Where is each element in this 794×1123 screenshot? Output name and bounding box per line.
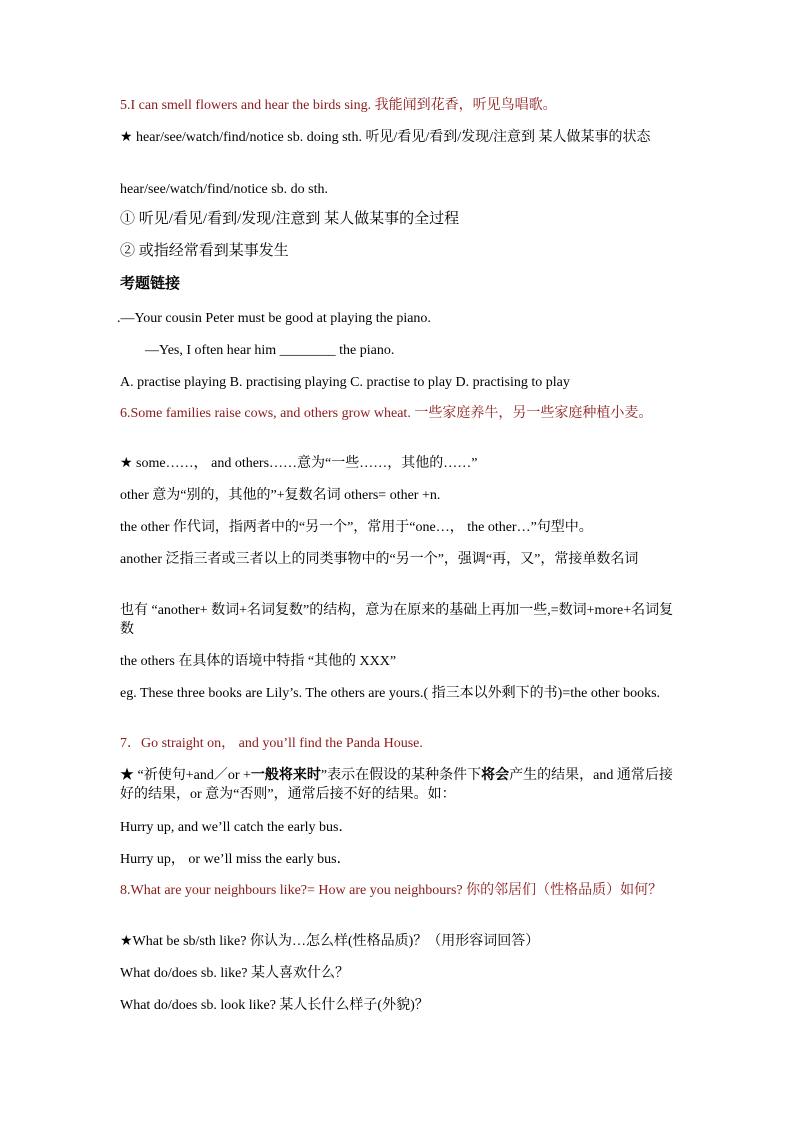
section-5-rule: ★ hear/see/watch/find/notice sb. doing sth. 听见/看见/看到/发现/注意到 某人做某事的状态	[120, 130, 651, 145]
section-5-rule-2: hear/see/watch/find/notice sb. do sth.	[120, 182, 328, 197]
the-other-note: the other 作代词，指两者中的“另一个”，常用于“one…， the other…”句型中。	[120, 520, 593, 535]
section-8-line-3: What do/does sb. look like? 某人长什么样子(外貌)？	[120, 998, 429, 1013]
section-6-heading: 6.Some families raise cows, and others grow wheat. 一些家庭养牛，另一些家庭种植小麦。	[120, 406, 653, 421]
exam-link-title: 考题链接	[120, 276, 181, 292]
other-note: other 意为“别的，其他的”+复数名词 others= other +n.	[120, 488, 441, 503]
example-sentence: eg. These three books are Lily’s. The others are yours.( 指三本以外剩下的书)=the other books.	[120, 686, 661, 701]
section-7-example-2: Hurry up， or we’ll miss the early bus．	[120, 852, 351, 867]
section-8-heading: 8.What are your neighbours like?= How are you neighbours? 你的邻居们（性格品质）如何？	[120, 883, 663, 898]
question-line-1: .—Your cousin Peter must be good at playing the piano.	[117, 311, 431, 326]
section-8-line-1: ★What be sb/sth like? 你认为…怎么样(性格品质)？（用形容词回答）	[120, 934, 540, 949]
section-7-rule: ★ “祈使句+and／or +一般将来时”表示在假设的某种条件下将会产生的结果，and 通常后接好的结果，or 意为“否则”，通常后接不好的结果。如：	[120, 768, 673, 802]
section-5-heading: 5.I can smell flowers and hear the birds sing. 我能闻到花香，听见鸟唱歌。	[120, 98, 557, 113]
section-7-heading: 7．Go straight on， and you’ll find the Panda House.	[120, 736, 423, 751]
section-5-item-2: ② 或指经常看到某事发生	[120, 243, 289, 259]
question-line-2: —Yes, I often hear him ________ the piano.	[145, 343, 395, 358]
section-5-item-1: ① 听见/看见/看到/发现/注意到 某人做某事的全过程	[120, 211, 460, 227]
another-structure-note: 也有 “another+ 数词+名词复数”的结构，意为在原来的基础上再加一些,=数词+more+名词复数	[120, 603, 674, 637]
another-note: another 泛指三者或三者以上的同类事物中的“另一个”，强调“再，又”，常接单数名词	[120, 552, 639, 567]
the-others-note: the others 在具体的语境中特指 “其他的 XXX”	[120, 654, 397, 669]
section-8-line-2: What do/does sb. like? 某人喜欢什么？	[120, 966, 350, 981]
question-options: A. practise playing B. practising playing C. practise to play D. practising to play	[120, 375, 570, 390]
section-7-example-1: Hurry up, and we’ll catch the early bus．	[120, 820, 353, 835]
section-6-rule: ★ some……， and others……意为“一些……，其他的……”	[120, 456, 478, 471]
